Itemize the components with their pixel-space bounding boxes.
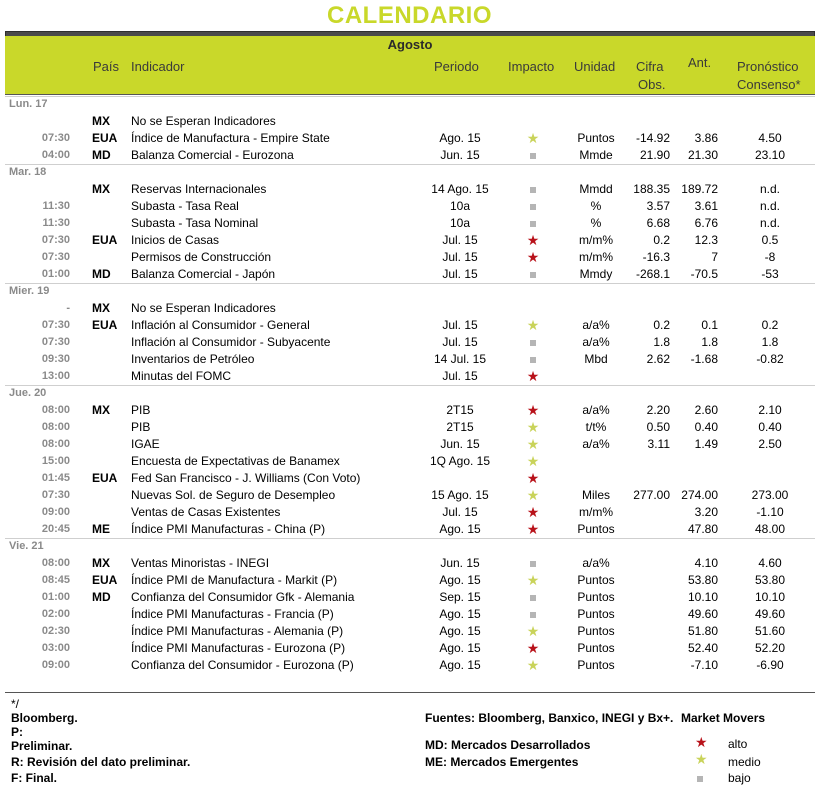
row-time: 09:30 xyxy=(41,353,70,365)
row-period: Ago. 15 xyxy=(439,607,481,621)
row-time: 07:30 xyxy=(41,234,70,246)
impact-bajo-square-icon xyxy=(508,607,558,621)
row-time: 09:00 xyxy=(41,506,70,518)
legend-medio-label: medio xyxy=(728,755,761,769)
row-pronostico: 273.00 xyxy=(751,488,789,502)
row-cifra-obs: 21.90 xyxy=(639,148,670,162)
row-country: EUA xyxy=(92,131,118,145)
impact-alto-star-icon: ★ xyxy=(526,232,540,248)
header-unidad: Unidad xyxy=(574,59,616,74)
day-label: Vie. 21 xyxy=(9,540,44,552)
row-indicator: Subasta - Tasa Real xyxy=(131,199,239,213)
row-period: Jul. 15 xyxy=(442,369,478,383)
row-country: EUA xyxy=(92,573,118,587)
row-time: 01:00 xyxy=(41,268,70,280)
impact-bajo-square-icon xyxy=(508,590,558,604)
row-indicator: Nuevas Sol. de Seguro de Desempleo xyxy=(131,488,336,502)
row-ant: 10.10 xyxy=(687,590,718,604)
row-country: ME xyxy=(92,522,110,536)
row-time: 02:30 xyxy=(41,625,70,637)
footnote-marker: */ xyxy=(11,697,20,711)
row-pronostico: n.d. xyxy=(759,182,780,196)
row-ant: 12.3 xyxy=(694,233,718,247)
impact-alto-star-icon: ★ xyxy=(526,402,540,418)
row-period: 2T15 xyxy=(446,420,474,434)
legend-bajo-label: bajo xyxy=(728,771,751,785)
row-ant: 0.40 xyxy=(694,420,718,434)
legend-medio-icon: ★ xyxy=(695,751,708,767)
day-divider xyxy=(5,96,815,97)
day-divider xyxy=(5,164,815,165)
footnote-preliminar: Preliminar. xyxy=(11,739,73,753)
row-time: 08:00 xyxy=(41,438,70,450)
row-unit: % xyxy=(590,199,602,213)
row-time: 01:45 xyxy=(41,472,70,484)
page-title: CALENDARIO xyxy=(327,2,492,29)
row-pronostico: n.d. xyxy=(759,216,780,230)
impact-medio-star-icon: ★ xyxy=(526,487,540,503)
row-pronostico: 0.2 xyxy=(761,318,779,332)
row-ant: 53.80 xyxy=(687,573,718,587)
row-unit: % xyxy=(590,216,602,230)
row-ant: 1.49 xyxy=(694,437,718,451)
row-indicator: No se Esperan Indicadores xyxy=(131,301,276,315)
row-unit: m/m% xyxy=(579,505,613,519)
day-label: Jue. 20 xyxy=(9,387,47,399)
footnote-p: P: xyxy=(11,725,23,739)
impact-bajo-square-icon xyxy=(508,352,558,366)
impact-alto-star-icon: ★ xyxy=(526,640,540,656)
row-time: 15:00 xyxy=(41,455,70,467)
row-indicator: Inflación al Consumidor - General xyxy=(131,318,310,332)
row-time: 08:00 xyxy=(41,421,70,433)
row-unit: Puntos xyxy=(577,607,615,621)
row-indicator: Índice PMI de Manufactura - Markit (P) xyxy=(131,573,338,587)
row-ant: 3.20 xyxy=(694,505,718,519)
row-ant: 274.00 xyxy=(681,488,718,502)
row-ant: 6.76 xyxy=(694,216,718,230)
row-pronostico: 23.10 xyxy=(754,148,786,162)
row-pronostico: -0.82 xyxy=(756,352,784,366)
row-country: EUA xyxy=(92,471,118,485)
impact-medio-star-icon: ★ xyxy=(526,436,540,452)
row-period: Jun. 15 xyxy=(440,437,480,451)
impact-alto-star-icon: ★ xyxy=(526,470,540,486)
row-unit: Puntos xyxy=(577,131,615,145)
impact-medio-star-icon: ★ xyxy=(526,419,540,435)
month-label: Agosto xyxy=(5,36,815,54)
impact-medio-star-icon: ★ xyxy=(526,657,540,673)
row-pronostico: 4.50 xyxy=(758,131,782,145)
impact-alto-star-icon: ★ xyxy=(526,249,540,265)
header-pais: País xyxy=(93,59,120,74)
row-period: Jun. 15 xyxy=(440,556,480,570)
header-ant: Ant. xyxy=(688,55,712,70)
row-time: 07:30 xyxy=(41,132,70,144)
row-pronostico: 49.60 xyxy=(754,607,786,621)
footnote-revision: R: Revisión del dato preliminar. xyxy=(11,755,191,769)
row-country: MD xyxy=(92,148,111,162)
row-period: 2T15 xyxy=(446,403,474,417)
row-cifra-obs: 6.68 xyxy=(646,216,670,230)
footer-divider xyxy=(5,692,815,693)
row-ant: 1.8 xyxy=(701,335,718,349)
legend-alto-label: alto xyxy=(728,737,748,751)
row-period: Ago. 15 xyxy=(439,522,481,536)
row-indicator: Índice PMI Manufacturas - Eurozona (P) xyxy=(131,641,346,655)
header-consenso: Consenso* xyxy=(737,77,801,92)
day-divider xyxy=(5,538,815,539)
row-cifra-obs: 3.57 xyxy=(646,199,670,213)
row-time: 04:00 xyxy=(41,149,70,161)
row-unit: a/a% xyxy=(582,437,610,451)
row-cifra-obs: 188.35 xyxy=(633,182,670,196)
row-unit: a/a% xyxy=(582,556,610,570)
row-period: Ago. 15 xyxy=(439,641,481,655)
row-pronostico: -1.10 xyxy=(756,505,784,519)
row-cifra-obs: -268.1 xyxy=(635,267,670,281)
legend-alto-icon: ★ xyxy=(695,734,708,750)
impact-bajo-square-icon xyxy=(508,216,558,230)
row-cifra-obs: 277.00 xyxy=(633,488,670,502)
footer-market-movers: Market Movers xyxy=(681,711,766,725)
day-label: Mar. 18 xyxy=(9,166,47,178)
row-time: 02:00 xyxy=(41,608,70,620)
row-time: 13:00 xyxy=(41,370,70,382)
row-indicator: Índice PMI Manufacturas - Alemania (P) xyxy=(131,624,344,638)
row-ant: 4.10 xyxy=(694,556,718,570)
row-indicator: Índice PMI Manufacturas - China (P) xyxy=(131,522,326,536)
row-indicator: Índice PMI Manufacturas - Francia (P) xyxy=(131,607,334,621)
row-indicator: Balanza Comercial - Japón xyxy=(131,267,276,281)
row-indicator: Ventas Minoristas - INEGI xyxy=(131,556,270,570)
row-period: Ago. 15 xyxy=(439,624,481,638)
row-indicator: Confianza del Consumidor - Eurozona (P) xyxy=(131,658,354,672)
impact-alto-star-icon: ★ xyxy=(526,521,540,537)
row-indicator: Subasta - Tasa Nominal xyxy=(131,216,259,230)
row-period: Ago. 15 xyxy=(439,658,481,672)
row-ant: 21.30 xyxy=(687,148,718,162)
row-period: 10a xyxy=(449,199,471,213)
row-period: Jul. 15 xyxy=(442,233,478,247)
impact-medio-star-icon: ★ xyxy=(526,572,540,588)
header-impacto: Impacto xyxy=(508,59,555,74)
row-cifra-obs: -14.92 xyxy=(635,131,670,145)
row-cifra-obs: -16.3 xyxy=(642,250,670,264)
row-period: 1Q Ago. 15 xyxy=(429,454,491,468)
row-unit: Puntos xyxy=(577,641,615,655)
row-country: MD xyxy=(92,267,111,281)
row-indicator: Permisos de Construcción xyxy=(131,250,272,264)
row-indicator: Fed San Francisco - J. Williams (Con Voto) xyxy=(131,471,361,485)
row-cifra-obs: 1.8 xyxy=(653,335,670,349)
row-period: Sep. 15 xyxy=(439,590,481,604)
legend-bajo-icon xyxy=(697,771,703,785)
row-period: Jul. 15 xyxy=(442,505,478,519)
row-period: Ago. 15 xyxy=(439,131,481,145)
row-indicator: Minutas del FOMC xyxy=(131,369,232,383)
row-pronostico: -8 xyxy=(764,250,776,264)
header-cifra: Cifra xyxy=(636,59,664,74)
row-country: MX xyxy=(92,182,110,196)
row-time: 07:30 xyxy=(41,251,70,263)
row-unit: a/a% xyxy=(582,318,610,332)
row-unit: m/m% xyxy=(579,233,613,247)
row-pronostico: -6.90 xyxy=(756,658,784,672)
row-unit: Puntos xyxy=(577,573,615,587)
row-pronostico: 2.10 xyxy=(758,403,782,417)
row-unit: Puntos xyxy=(577,522,615,536)
row-pronostico: n.d. xyxy=(759,199,780,213)
footer-md: MD: Mercados Desarrollados xyxy=(425,738,591,752)
row-pronostico: 53.80 xyxy=(754,573,786,587)
row-ant: 3.86 xyxy=(694,131,718,145)
row-pronostico: 1.8 xyxy=(761,335,779,349)
row-country: MX xyxy=(92,301,110,315)
row-indicator: Balanza Comercial - Eurozona xyxy=(131,148,294,162)
row-ant: 2.60 xyxy=(694,403,718,417)
row-unit: Mmde xyxy=(579,148,613,162)
footnote-final: F: Final. xyxy=(11,771,57,785)
row-unit: Puntos xyxy=(577,590,615,604)
day-divider xyxy=(5,283,815,284)
impact-bajo-square-icon xyxy=(508,199,558,213)
row-cifra-obs: 0.2 xyxy=(653,318,670,332)
row-period: 10a xyxy=(449,216,471,230)
row-country: MX xyxy=(92,556,110,570)
row-cifra-obs: 2.62 xyxy=(646,352,670,366)
row-ant: 189.72 xyxy=(681,182,718,196)
day-label: Lun. 17 xyxy=(9,98,48,110)
header-divider xyxy=(5,94,815,95)
row-period: Jul. 15 xyxy=(442,335,478,349)
row-time: 08:00 xyxy=(41,557,70,569)
impact-medio-star-icon: ★ xyxy=(526,317,540,333)
row-cifra-obs: 0.2 xyxy=(653,233,670,247)
header-pronostico: Pronóstico xyxy=(737,59,799,74)
row-period: 14 Jul. 15 xyxy=(433,352,487,366)
row-time: 20:45 xyxy=(41,523,70,535)
row-ant: 47.80 xyxy=(687,522,718,536)
impact-medio-star-icon: ★ xyxy=(526,130,540,146)
row-time: 11:30 xyxy=(42,217,70,229)
footnote-bloomberg: Bloomberg. xyxy=(11,711,78,725)
row-indicator: PIB xyxy=(131,420,151,434)
row-indicator: Inflación al Consumidor - Subyacente xyxy=(131,335,331,349)
row-time: 08:45 xyxy=(41,574,70,586)
header-obs: Obs. xyxy=(638,77,666,92)
row-country: MD xyxy=(92,590,111,604)
row-ant: -70.5 xyxy=(690,267,718,281)
row-pronostico: 0.5 xyxy=(761,233,779,247)
row-indicator: Confianza del Consumidor Gfk - Alemania xyxy=(131,590,355,604)
row-country: EUA xyxy=(92,318,118,332)
header-periodo: Periodo xyxy=(434,59,479,74)
row-time: 07:30 xyxy=(41,336,70,348)
row-period: 15 Ago. 15 xyxy=(431,488,489,502)
row-ant: 52.40 xyxy=(687,641,718,655)
row-pronostico: 0.40 xyxy=(758,420,782,434)
impact-bajo-square-icon xyxy=(508,556,558,570)
row-unit: t/t% xyxy=(585,420,607,434)
impact-medio-star-icon: ★ xyxy=(526,623,540,639)
row-unit: Mbd xyxy=(584,352,608,366)
row-time: 07:30 xyxy=(41,489,70,501)
row-indicator: No se Esperan Indicadores xyxy=(131,114,276,128)
row-ant: 49.60 xyxy=(687,607,718,621)
row-indicator: Ventas de Casas Existentes xyxy=(131,505,281,519)
header-indicador: Indicador xyxy=(131,59,185,74)
row-pronostico: 52.20 xyxy=(754,641,786,655)
row-indicator: Inicios de Casas xyxy=(131,233,220,247)
impact-bajo-square-icon xyxy=(508,335,558,349)
row-time: 07:30 xyxy=(41,319,70,331)
row-country: EUA xyxy=(92,233,118,247)
row-pronostico: 10.10 xyxy=(754,590,786,604)
impact-alto-star-icon: ★ xyxy=(526,368,540,384)
row-indicator: Reservas Internacionales xyxy=(131,182,267,196)
impact-alto-star-icon: ★ xyxy=(526,504,540,520)
day-label: Mier. 19 xyxy=(9,285,50,297)
row-time: 03:00 xyxy=(41,642,70,654)
row-country: MX xyxy=(92,114,110,128)
row-unit: Puntos xyxy=(577,658,615,672)
row-ant: 7 xyxy=(711,250,718,264)
row-time: 01:00 xyxy=(41,591,70,603)
row-pronostico: 51.60 xyxy=(754,624,786,638)
row-cifra-obs: 3.11 xyxy=(647,437,670,451)
row-period: Jul. 15 xyxy=(442,318,478,332)
row-cifra-obs: 2.20 xyxy=(646,403,670,417)
row-ant: -1.68 xyxy=(690,352,718,366)
row-time: 11:30 xyxy=(42,200,70,212)
row-period: 14 Ago. 15 xyxy=(431,182,489,196)
row-unit: Mmdd xyxy=(579,182,613,196)
row-unit: Puntos xyxy=(577,624,615,638)
row-time: 08:00 xyxy=(41,404,70,416)
row-period: Jul. 15 xyxy=(442,267,478,281)
row-cifra-obs: 0.50 xyxy=(646,420,670,434)
row-pronostico: 2.50 xyxy=(758,437,782,451)
impact-bajo-square-icon xyxy=(508,148,558,162)
footer-me: ME: Mercados Emergentes xyxy=(425,755,579,769)
row-indicator: Índice de Manufactura - Empire State xyxy=(131,131,330,145)
row-unit: Miles xyxy=(581,488,610,502)
row-indicator: PIB xyxy=(131,403,151,417)
row-ant: 3.61 xyxy=(694,199,718,213)
impact-bajo-square-icon xyxy=(508,267,558,281)
day-divider xyxy=(5,385,815,386)
row-pronostico: 48.00 xyxy=(754,522,786,536)
row-pronostico: -53 xyxy=(761,267,779,281)
row-unit: a/a% xyxy=(582,403,610,417)
row-country: MX xyxy=(92,403,110,417)
row-unit: a/a% xyxy=(582,335,610,349)
row-period: Jul. 15 xyxy=(442,250,478,264)
row-unit: m/m% xyxy=(579,250,613,264)
row-indicator: IGAE xyxy=(131,437,160,451)
row-time: 09:00 xyxy=(41,659,70,671)
row-ant: 51.80 xyxy=(687,624,718,638)
row-ant: -7.10 xyxy=(690,658,718,672)
row-unit: Mmdy xyxy=(579,267,613,281)
row-time: - xyxy=(66,302,70,314)
row-ant: 0.1 xyxy=(701,318,718,332)
row-period: Jun. 15 xyxy=(440,148,480,162)
row-period: Ago. 15 xyxy=(439,573,481,587)
row-pronostico: 4.60 xyxy=(758,556,782,570)
row-indicator: Encuesta de Expectativas de Banamex xyxy=(131,454,340,468)
row-indicator: Inventarios de Petróleo xyxy=(131,352,255,366)
footer-fuentes: Fuentes: Bloomberg, Banxico, INEGI y Bx+. xyxy=(425,711,674,725)
impact-medio-star-icon: ★ xyxy=(526,453,540,469)
impact-bajo-square-icon xyxy=(508,182,558,196)
